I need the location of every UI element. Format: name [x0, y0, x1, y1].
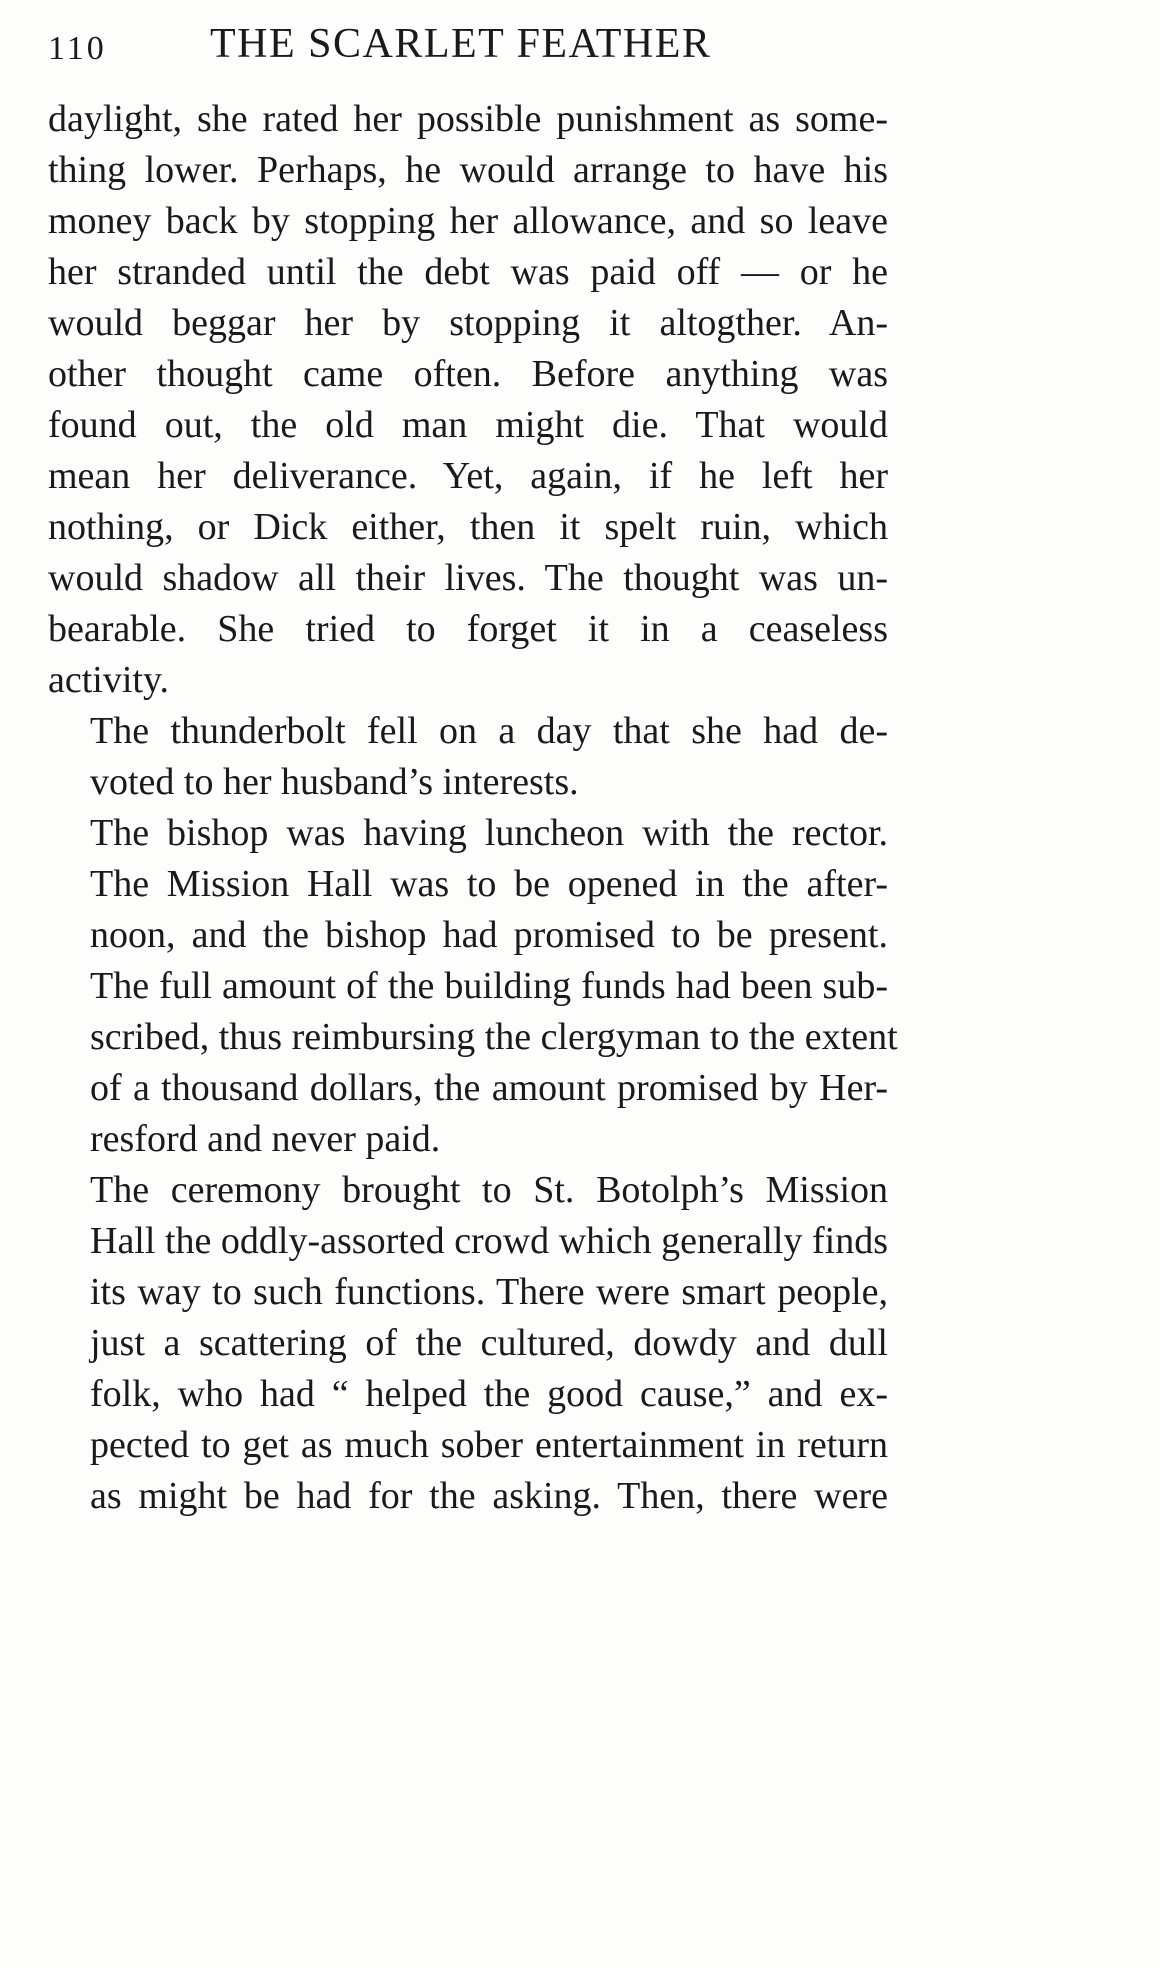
page-number: 110 [48, 30, 107, 67]
text-line: nothing, or Dick either, then it spelt ruin, which [48, 506, 888, 548]
text-line: folk, who had “ helped the good cause,” and ex- [90, 1373, 888, 1415]
text-line: would shadow all their lives. The thought was un- [48, 557, 888, 599]
text-line: bearable. She tried to forget it in a ceaseless [48, 608, 888, 650]
text-line: scribed, thus reimbursing the clergyman to the extent [90, 1016, 898, 1058]
text-line: The thunderbolt fell on a day that she had de- [90, 710, 888, 752]
text-line: its way to such functions. There were smart people, [90, 1271, 888, 1313]
text-line: of a thousand dollars, the amount promised by Her- [90, 1067, 888, 1109]
text-line: her stranded until the debt was paid off — or he [48, 251, 888, 293]
text-line: found out, the old man might die. That would [48, 404, 888, 446]
text-line: The bishop was having luncheon with the rector. [90, 812, 888, 854]
text-line: as might be had for the asking. Then, there were [90, 1475, 888, 1517]
body-text [48, 94, 898, 1522]
paragraph [48, 808, 898, 1165]
text-line: money back by stopping her allowance, and so leave [48, 200, 888, 242]
text-line: daylight, she rated her possible punishment as some- [48, 98, 888, 140]
paragraph [48, 1165, 888, 1522]
text-line: activity. [48, 659, 169, 701]
text-line: thing lower. Perhaps, he would arrange to have his [48, 149, 888, 191]
text-line: The full amount of the building funds had been sub- [90, 965, 888, 1007]
running-head [48, 20, 888, 80]
paragraph [48, 706, 888, 808]
text-line: The ceremony brought to St. Botolph’s Mission [90, 1169, 888, 1211]
book-title: THE SCARLET FEATHER [210, 21, 712, 67]
text-line: mean her deliverance. Yet, again, if he left her [48, 455, 888, 497]
text-line: just a scattering of the cultured, dowdy and dull [90, 1322, 888, 1364]
text-line: The Mission Hall was to be opened in the after- [90, 863, 888, 905]
text-line: noon, and the bishop had promised to be present. [90, 914, 888, 956]
text-line: would beggar her by stopping it altogther. An- [48, 302, 888, 344]
text-line: pected to get as much sober entertainment in return [90, 1424, 888, 1466]
text-line: resford and never paid. [90, 1118, 441, 1160]
text-line: Hall the oddly-assorted crowd which generally finds [90, 1220, 888, 1262]
paragraph [48, 94, 888, 706]
text-line: voted to her husband’s interests. [90, 761, 579, 803]
text-line: other thought came often. Before anything was [48, 353, 888, 395]
